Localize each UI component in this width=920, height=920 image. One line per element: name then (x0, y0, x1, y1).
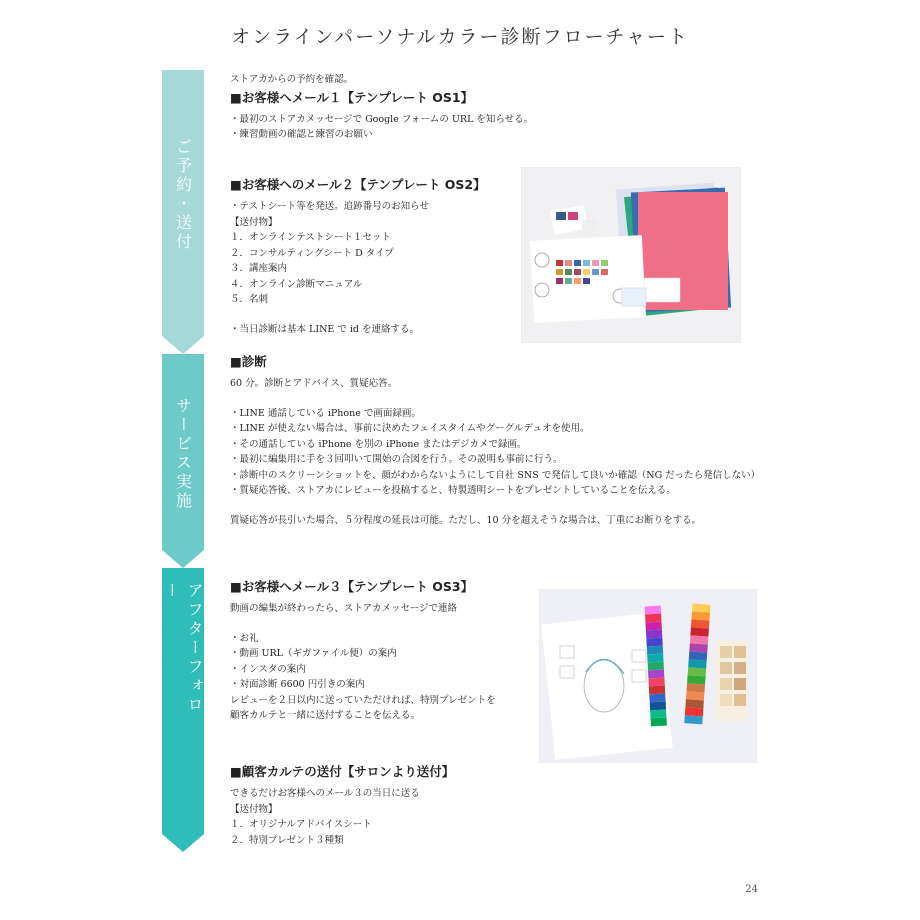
list-item: 【送付物】 (230, 216, 278, 228)
list-item: ・練習動画の確認と練習のお願い (230, 129, 373, 140)
list-item: ・LINE が使えない場合は、事前に決めたフェイスタイムやグーグルデュオを使用。 (230, 423, 590, 434)
intro-text: 60 分。診断とアドバイス、質疑応答。 (230, 378, 398, 389)
note-text: ・当日診断は基本 LINE で id を連絡する。 (230, 323, 420, 335)
band-label-reservation: ご予約・送付 (173, 138, 193, 252)
list-item: ５．名刺 (230, 294, 269, 305)
list-item: レビューを２日以内に送っていただければ、特別プレゼントを (230, 694, 496, 706)
section-heading: ■お客様へのメール２【テンプレート OS2】 (230, 177, 486, 192)
page-number: 24 (745, 884, 758, 895)
list-item: ・お礼 (230, 632, 259, 644)
intro-text: 動画の編集が終わったら、ストアカメッセージで連絡 (230, 603, 457, 614)
list-item: ・動画 URL（ギガファイル便）の案内 (230, 648, 397, 659)
section-email-2 (230, 175, 486, 337)
section-heading: ■顧客カルテの送付【サロンより送付】 (230, 764, 455, 779)
list-item: ・インスタの案内 (230, 663, 306, 675)
section-email-3 (230, 577, 496, 724)
flow-band-aftercare (162, 568, 204, 852)
flow-band-reservation (162, 70, 204, 354)
list-item: ・その通話している iPhone を別の iPhone またはデジカメで録画。 (230, 438, 527, 450)
list-item: ・診断中のスクリーンショットを、顔がわからないようにして自社 SNS で発信して良いか確認（NG だったら発信しない） (230, 469, 761, 481)
photo-color-strips (539, 589, 757, 763)
photo-test-sheets (521, 167, 741, 343)
list-item: できるだけお客様へのメール３の当日に送る (230, 788, 420, 799)
list-item: ・LINE 通話している iPhone で画面録画。 (230, 407, 421, 419)
list-item: ３．講座案内 (230, 263, 288, 274)
list-item: ・テストシート等を発送。追跡番号のお知らせ (230, 201, 429, 212)
section-diagnosis (230, 352, 760, 528)
list-item: １．オンラインテストシート１セット (230, 232, 391, 243)
flow-band-service (162, 354, 204, 568)
section-heading: ■お客様へメール３【テンプレート OS3】 (230, 579, 474, 594)
section-email-1 (230, 72, 533, 143)
section-heading: ■診断 (230, 354, 267, 369)
section-heading: ■お客様へメール１【テンプレート OS1】 (230, 89, 474, 105)
list-item: 【送付物】 (230, 803, 278, 815)
note-text: 質疑応答が長引いた場合、５分程度の延長は可能。ただし、10 分を超えそうな場合は、丁重にお断りをする。 (230, 514, 702, 526)
list-item: ２．コンサルティングシート D タイプ (230, 247, 394, 259)
list-item: １．オリジナルアドバイスシート (230, 819, 372, 830)
section-customer-chart (230, 762, 454, 848)
list-item: ・対面診断 6600 円引きの案内 (230, 679, 365, 690)
list-item: ・最初に編集用に手を３回叩いて開始の合図を行う。その説明も事前に行う。 (230, 454, 563, 465)
band-label-service: サービス実施 (173, 397, 193, 511)
list-item: 顧客カルテと一緒に送付することを伝える。 (230, 710, 421, 721)
list-item: ・質疑応答後、ストアカにレビューを投稿すると、特製透明シートをプレゼントしていることを伝える。 (230, 485, 676, 496)
page-title: オンラインパーソナルカラー診断フローチャート (231, 26, 689, 48)
list-item: ・最初のストアカメッセージで Google フォームの URL を知らせる。 (230, 113, 534, 125)
list-item: ４．オンライン診断マニュアル (230, 278, 363, 290)
band-label-aftercare: アフターフォロー (162, 582, 204, 715)
list-item: ２．特別プレゼント３種類 (230, 834, 344, 846)
intro-text: ストアカからの予約を確認。 (230, 74, 354, 85)
